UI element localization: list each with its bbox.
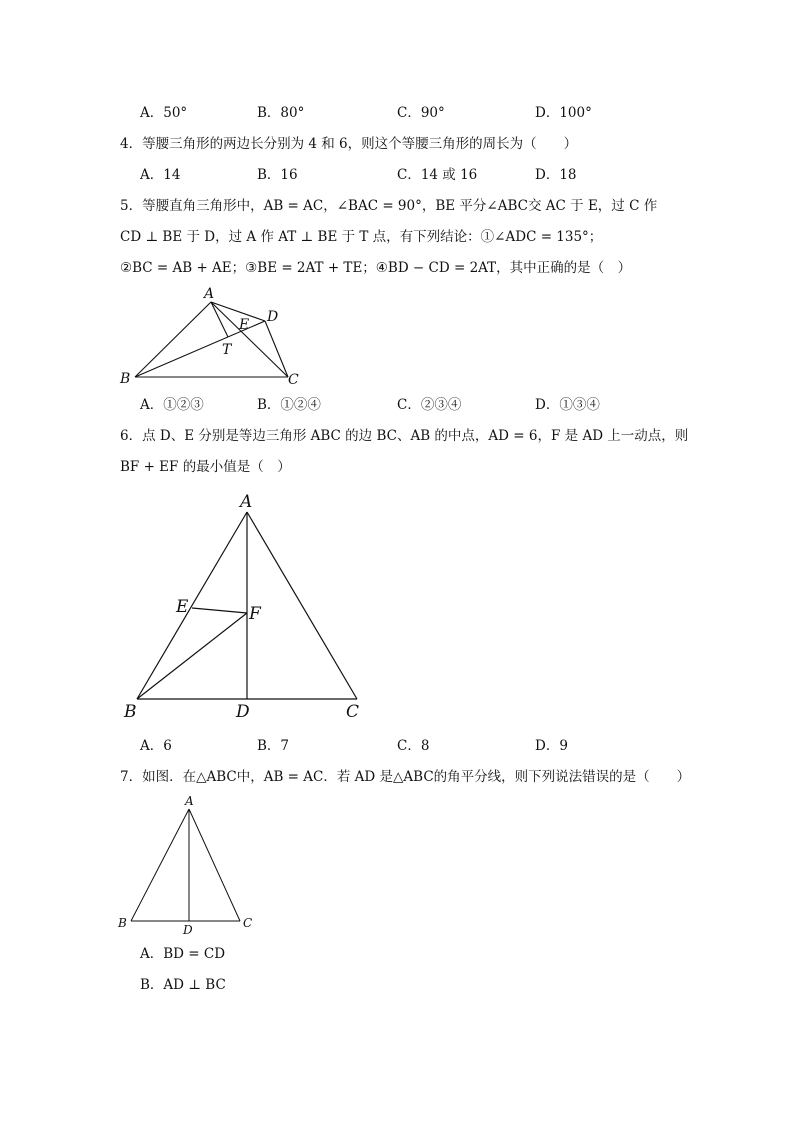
q5-segment-ab bbox=[135, 302, 211, 377]
q4-options bbox=[140, 165, 760, 185]
q5-label-e: E bbox=[239, 317, 250, 333]
q5-option-a: A．①②③ bbox=[140, 397, 204, 413]
q3-option-b: B．80° bbox=[257, 105, 305, 121]
q7-option-b: B．AD ⊥ BC bbox=[140, 977, 226, 993]
q6-segment-ef bbox=[192, 608, 247, 613]
q4-option-a: A．14 bbox=[140, 167, 181, 183]
q5-options bbox=[140, 395, 760, 415]
q7-label-b: B bbox=[118, 916, 127, 930]
q6-stem-line1: 6．点 D、E 分别是等边三角形 ABC 的边 BC、AB 的中点，AD = 6，F 是 AD 上一动点，则 bbox=[120, 428, 689, 444]
q6-options bbox=[140, 736, 760, 756]
q7-figure bbox=[115, 792, 265, 937]
q4-option-d: D．18 bbox=[535, 167, 577, 183]
q6-segment-bf bbox=[137, 613, 247, 699]
q4-option-c: C．14 或 16 bbox=[397, 167, 478, 183]
q3-option-a: A．50° bbox=[140, 105, 188, 121]
q6-option-a: A．6 bbox=[140, 738, 172, 754]
q6-segment-ac bbox=[247, 512, 357, 699]
q6-stem-line2: BF + EF 的最小值是（ ） bbox=[120, 459, 291, 475]
q6-label-d: D bbox=[236, 702, 250, 722]
q5-label-a: A bbox=[204, 286, 215, 302]
q6-option-d: D．9 bbox=[535, 738, 568, 754]
q5-figure bbox=[110, 280, 310, 390]
q6-label-c: C bbox=[346, 702, 360, 722]
q6-label-e: E bbox=[176, 597, 189, 617]
q5-stem-line3: ②BC = AB + AE；③BE = 2AT + TE；④BD − CD = 2AT，其中正确的是（ ） bbox=[120, 260, 632, 276]
q5-stem-line1: 5．等腰直角三角形中，AB = AC，∠BAC = 90°，BE 平分∠ABC交 AC 于 E，过 C 作 bbox=[120, 198, 658, 214]
q5-stem-line2: CD ⊥ BE 于 D，过 A 作 AT ⊥ BE 于 T 点，有下列结论：①∠ADC = 135°； bbox=[120, 229, 603, 245]
q6-label-b: B bbox=[124, 702, 137, 722]
q7-segment-ab bbox=[131, 809, 189, 921]
q5-segment-cd bbox=[265, 321, 288, 377]
q5-label-t: T bbox=[222, 342, 232, 358]
q6-option-b: B．7 bbox=[257, 738, 290, 754]
q7-segment-ac bbox=[189, 809, 240, 921]
q7-option-a: A．BD = CD bbox=[140, 946, 226, 962]
q5-label-b: B bbox=[120, 371, 131, 387]
q7-label-a: A bbox=[185, 794, 194, 808]
q7-stem: 7．如图．在△ABC中，AB = AC．若 AD 是△ABC的角平分线，则下列说法错误的是（ ） bbox=[120, 769, 691, 785]
q4-stem: 4．等腰三角形的两边长分别为 4 和 6，则这个等腰三角形的周长为（ ） bbox=[120, 136, 578, 152]
q7-label-c: C bbox=[243, 916, 253, 930]
q3-option-c: C．90° bbox=[397, 105, 445, 121]
q6-segment-ab bbox=[137, 512, 247, 699]
q4-option-b: B．16 bbox=[257, 167, 298, 183]
q6-label-a: A bbox=[240, 492, 253, 512]
q3-options bbox=[140, 103, 760, 123]
q5-label-c: C bbox=[288, 372, 299, 388]
q5-label-d: D bbox=[267, 309, 279, 325]
q6-label-f: F bbox=[249, 604, 261, 624]
q6-option-c: C．8 bbox=[397, 738, 430, 754]
q5-option-b: B．①②④ bbox=[257, 397, 321, 413]
q3-option-d: D．100° bbox=[535, 105, 592, 121]
q5-option-d: D．①③④ bbox=[535, 397, 600, 413]
q5-option-c: C．②③④ bbox=[397, 397, 462, 413]
q6-figure bbox=[118, 488, 378, 728]
q7-label-d: D bbox=[183, 923, 193, 937]
